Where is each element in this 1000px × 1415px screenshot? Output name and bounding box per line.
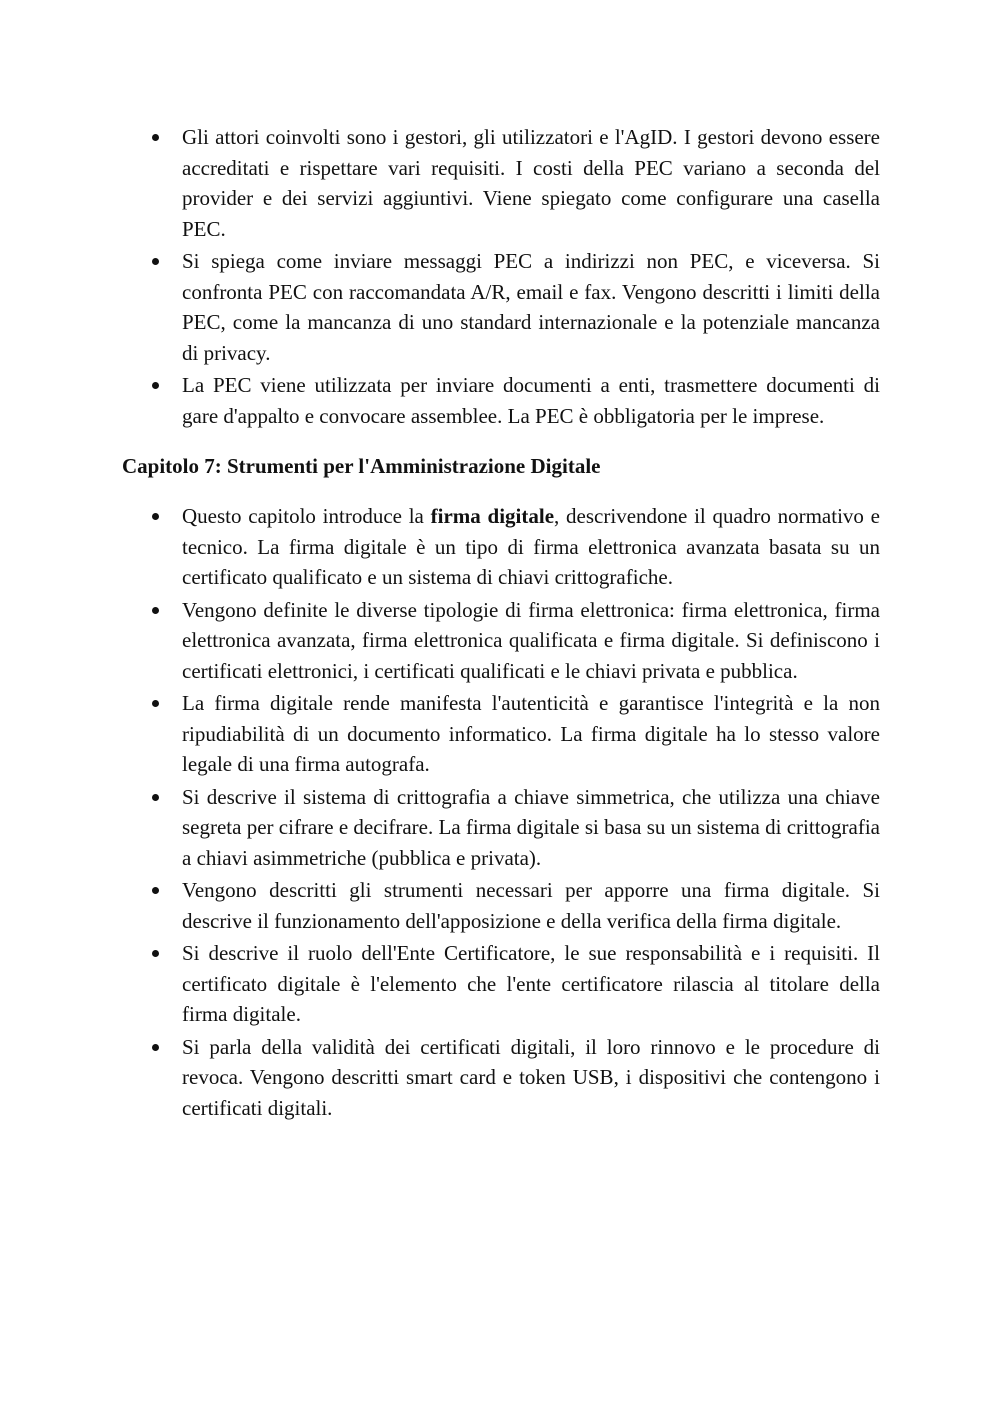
list-item-text: La firma digitale rende manifesta l'autenticità e garantisce l'integrità e la non ripudiabilità di un documento informatico. La firma digitale ha lo stesso valore legale di una firma autografa. [182,691,880,776]
list-item-text: Si descrive il ruolo dell'Ente Certificatore, le sue responsabilità e i requisiti. Il certificato digitale è l'elemento che l'ente certificatore rilascia al titolare della firma digitale. [182,941,880,1026]
list-item-text: Vengono descritti gli strumenti necessari per apporre una firma digitale. Si descrive il funzionamento dell'apposizione e della verifica della firma digitale. [182,878,880,933]
bullet-icon [152,513,159,520]
list-item [122,875,880,936]
list-item-text: Si descrive il sistema di crittografia a chiave simmetrica, che utilizza una chiave segreta per cifrare e decifrare. La firma digitale si basa su un sistema di crittografia a chiavi asimmetriche (pubblica e privata). [182,784,880,870]
list-item [122,122,880,244]
pec-bullet-list [122,122,880,431]
bullet-icon [152,134,159,141]
chapter7-bullet-list [122,501,880,1123]
list-item [122,595,880,687]
list-item-text: Vengono definite le diverse tipologie di firma elettronica: firma elettronica, firma elettronica avanzata, firma elettronica qualificata e firma digitale. Si definiscono i certificati elettronici, i certificati qualificati e le chiavi privata e pubblica. [182,597,880,683]
bullet-icon [152,794,159,801]
list-item-text-rest: , descrivendone il quadro normativo e tecnico. La firma digitale è un tipo di firma elettronica avanzata basata su un certificato qualificato e un sistema di chiavi crittografiche. [182,504,880,589]
list-item-text: Si parla della validità dei certificati digitali, il loro rinnovo e le procedure di revoca. Vengono descritti smart card e token USB, i dispositivi che contengono i certificati digitali. [182,1034,880,1120]
list-item [122,782,880,874]
highlighted-term: firma digitale [430,504,555,528]
bullet-icon [152,950,159,957]
list-item [122,370,880,431]
bullet-icon [152,258,159,265]
bullet-icon [152,607,159,614]
list-item [122,938,880,1030]
list-item-text: Gli attori coinvolti sono i gestori, gli utilizzatori e l'AgID. I gestori devono essere accreditati e rispettare vari requisiti. I costi della PEC variano a seconda del provider e dei servizi aggiuntivi. Viene spiegato come configurare una casella PEC. [182,125,880,241]
list-item-text-intro: Questo capitolo introduce la [182,504,431,528]
chapter-heading: Capitolo 7: Strumenti per l'Amministrazione Digitale [122,454,601,478]
page-content [122,122,880,1125]
list-item-text: La PEC viene utilizzata per inviare documenti a enti, trasmettere documenti di gare d'appalto e convocare assemblee. La PEC è obbligatoria per le imprese. [182,373,880,428]
list-item-text: Si spiega come inviare messaggi PEC a indirizzi non PEC, e viceversa. Si confronta PEC con raccomandata A/R, email e fax. Vengono descritti i limiti della PEC, come la mancanza di uno standard internazionale e la potenziale mancanza di privacy. [182,249,880,365]
bullet-icon [152,700,159,707]
list-item [122,246,880,368]
bullet-icon [152,1044,159,1051]
list-item [122,501,880,593]
bullet-icon [152,887,159,894]
list-item [122,1032,880,1124]
list-item [122,688,880,780]
bullet-icon [152,382,159,389]
